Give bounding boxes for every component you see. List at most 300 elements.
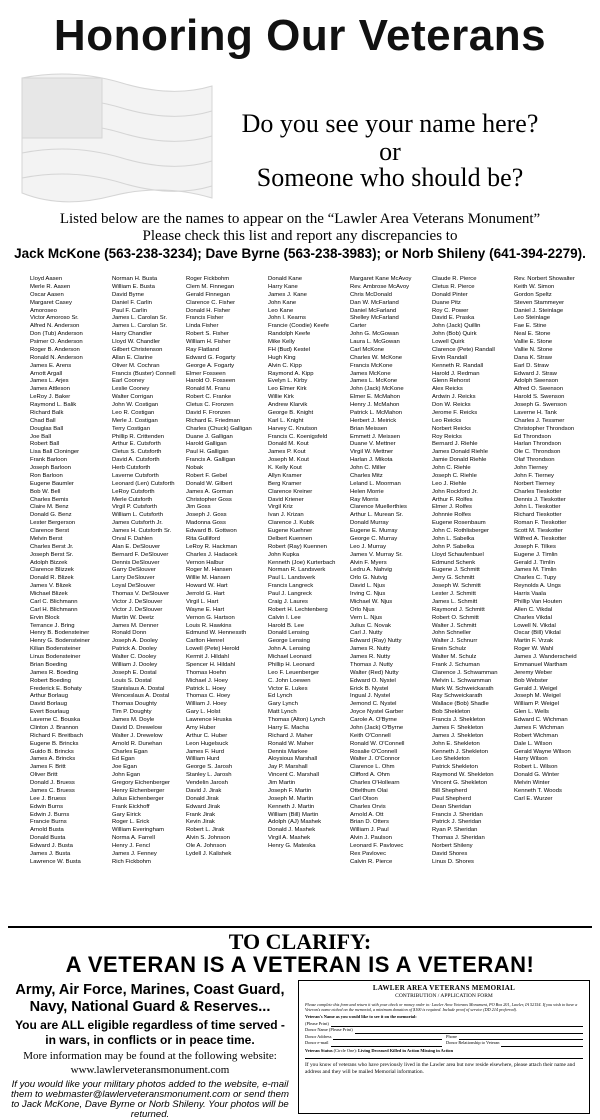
veteran-name: Herb Cutsforth (112, 465, 151, 471)
veteran-name: Harry Kane (268, 283, 298, 290)
names-column (514, 276, 590, 916)
veteran-name: Claude R. Pierce (432, 276, 477, 282)
veteran-name: Harlan Throndson (514, 441, 562, 448)
veteran-name: Aloysious Marshall (268, 756, 318, 763)
veteran-name: John F. Tierney (514, 472, 554, 479)
veteran-name: Keith O'Connell (350, 732, 391, 739)
veteran-name: Rex Pavlovec (350, 850, 387, 857)
veteran-name: Edward C. Wichman (514, 717, 568, 723)
veteran-name: Wallace (Bob) Shadle (432, 701, 489, 708)
veteran-name: Herbert J. Meirick (350, 417, 397, 424)
veteran-name: Arnold A. Ott (350, 811, 384, 818)
veteran-name: Kenneth T. Woods (514, 787, 562, 794)
veteran-name: Patrick L. Hoey (186, 685, 226, 692)
veteran-name: James R. Boeding (30, 669, 79, 676)
veteran-name: Donald Kane (268, 276, 303, 282)
veteran-name: Bernard F. DeSlouver (112, 551, 169, 558)
veteran-name: Merle J. Costigan (112, 417, 158, 424)
contact-list: Jack McKone (563-238-3234); Dave Byrne (563-238-3983); or Norb Shileny (641-394-2279). (14, 246, 586, 261)
veteran-name: Ervin Block (30, 614, 60, 621)
veteran-name: Jerome F. Reicks (432, 409, 478, 416)
veteran-name: Michael Blizek (30, 591, 68, 597)
veteran-name: Norman R. Landsverk (268, 567, 326, 574)
veteran-name: John Kane (268, 299, 297, 306)
veteran-name: James V. Blizek (30, 583, 72, 590)
veteran-name: Raymond W. Shekleton (432, 772, 494, 779)
veteran-name: Charles O'Hollearn (350, 780, 400, 786)
veteran-name: Norman H. Busta (112, 276, 158, 282)
veteran-name: Eugene J. Timlin (514, 551, 558, 558)
veteran-name: Jamie Donald Riehle (432, 457, 487, 464)
veteran-name: Virgil Kriz (268, 504, 293, 511)
veteran-name: Paul Shepherd (432, 795, 471, 802)
veteran-name: Roman F. Tieskotter (514, 520, 567, 527)
veteran-name: Jemond C. Nystel (350, 701, 397, 708)
veteran-name: Julius C. Novak (350, 622, 391, 629)
veteran-name: Laverne Cutsforth (112, 472, 159, 479)
veteran-name: Raymond L. Balik (30, 402, 77, 408)
veteran-name: Alvin F. Myers (350, 559, 387, 566)
veteran-name: Douglas Ball (30, 425, 64, 432)
veteran-name: Elmer J. Rolfes (432, 504, 472, 511)
veteran-name: Kenneth R. Randall (432, 362, 484, 369)
veteran-name: Edmund W. Hennessth (186, 630, 247, 637)
veteran-name: Oliver M. Cochran (112, 362, 160, 369)
veteran-name: Loyal DeSlouver (112, 583, 156, 590)
veteran-name: James A. Gorman (186, 488, 234, 495)
veteran-name: David A. Cutsforth (112, 457, 160, 464)
veteran-name: Lloyd W. Chandler (112, 339, 161, 345)
veteran-name: Roger Fickbohm (186, 276, 230, 282)
veteran-name: Edward Jirak (186, 803, 221, 810)
veteran-name: Ingual J. Nystel (350, 693, 391, 700)
veteran-name: Ronald N. Anderson (30, 354, 83, 361)
veteran-name: Charles Orvis (350, 803, 386, 810)
veteran-name: Donald G. Benz (30, 512, 72, 519)
veteran-name: John (Jack) McKone (350, 386, 404, 393)
veteran-name: Donald Murray (350, 520, 389, 527)
veteran-name: Francis Fisher (186, 315, 224, 322)
veteran-name: Clarence Kreiner (268, 488, 313, 495)
veteran-name: Charles C. Tupy (514, 575, 557, 582)
veteran-name: Ole A. Johnson (186, 843, 226, 849)
veteran-name: Edmund Schenk (432, 559, 476, 566)
veteran-name: John P. Sabelka (432, 543, 475, 550)
veteran-name: Richard Balk (30, 409, 64, 416)
veteran-name: C. John Loewen (268, 677, 311, 684)
veteran-name: Joseph A. Dooley (112, 638, 158, 645)
veteran-name: John Egan (112, 772, 141, 779)
veteran-name: Lowell (Pete) Herold (186, 646, 240, 653)
veteran-status-row[interactable]: Veteran Status (Circle One): Living Deceased Killed in Action Missing in Action (305, 1047, 454, 1053)
veteran-name: Matt Lynch (268, 709, 297, 716)
form-divider (305, 1058, 583, 1075)
veteran-name: Wenceslaus A. Dostal (112, 693, 170, 700)
veteran-name: Walter (Red) Nutty (350, 669, 399, 676)
veteran-name: Ronald W. Maher (268, 740, 314, 747)
veteran-name: Norbert Tierney (514, 480, 555, 487)
veteran-name: Norbert Reicks (432, 425, 471, 432)
veteran-name: Thomas Hoehn (186, 669, 227, 676)
veteran-names-list (30, 276, 590, 916)
donor-email-field[interactable]: Donor e-mail (305, 1040, 442, 1047)
veteran-name: Clem M. Finnegan (186, 283, 235, 290)
veteran-name: John C. Rothlisberger (432, 528, 489, 534)
veteran-name: Oscar (Bill) Vikdal (514, 630, 561, 637)
veteran-name: Clarence L. Ohm (350, 764, 395, 771)
veteran-name: Arnott Argall (30, 370, 63, 377)
veteran-name: Michael Leonard (268, 654, 312, 660)
veteran-name: Leonard (Len) Cutsforth (112, 480, 175, 487)
veteran-name: Charles J. Hadacek (186, 551, 238, 558)
veteran-name: Clarence Berst (30, 528, 69, 534)
veteran-name: James J. Shekleton (432, 732, 484, 739)
veteran-name: Robert S. Fisher (186, 331, 229, 338)
veteran-name: David D. Drewelow (112, 724, 163, 731)
veteran-name: Ed Throndson (514, 433, 551, 440)
veteran-name: Bob W. Bell (30, 488, 61, 495)
veteran-name: Nobak (186, 465, 204, 471)
veteran-name: Edward G. Fogarty (186, 354, 236, 361)
veteran-name: Reynolds A. Ungs (514, 583, 561, 590)
veteran-name: Daniel F. Carlin (112, 299, 152, 306)
veteran-name: Carl H. Blichmann (30, 606, 78, 613)
veteran-name: Evert Bourlaug (30, 709, 69, 716)
veteran-name: Donald J. Bruess (30, 780, 75, 786)
veteran-name: Laverne H. Tank (514, 409, 557, 416)
veteran-name: Donald Busta (30, 835, 66, 842)
veteran-name: Vincent C. Marshall (268, 772, 319, 779)
veteran-name: Linda Fisher (186, 323, 219, 330)
veteran-name: Evelyn L. Kirby (268, 378, 308, 385)
veteran-name: Lloyd Schaufenbuel (432, 551, 484, 558)
veteran-name: Edward O. Nystel (350, 677, 396, 684)
veteran-name: Brian D. Otters (350, 819, 389, 826)
veteran-name: Leo Steinlage (514, 315, 551, 322)
veteran-name: Henry J. McMahon (350, 402, 400, 408)
veteran-name: Charles Tieskotter (514, 488, 562, 495)
names-column (186, 276, 268, 916)
veteran-name: Clarence Muellerthies (350, 504, 407, 511)
veteran-name: Dana K. Straw (514, 354, 552, 361)
veteran-name: James M. Denner (112, 622, 159, 629)
veteran-name: Alex Reicks (432, 386, 463, 393)
veteran-name: Dennis DeSlouver (112, 559, 160, 566)
veteran-name: Martin F. Vrzak (514, 638, 554, 645)
veteran-name: Vallie E. Stone (514, 339, 553, 345)
veteran-name: James F. Wichman (514, 724, 564, 731)
veteran-name: Jim Martin (268, 780, 296, 786)
form-instructions: Please complete this form and return it with your check or money order to: Lawler Area Veterans Monument, PO Box 201, Lawler, IA 52154. If you wish to have a Veteran's name etched on the memorial, a minimum donation of $100 is required. Include proof of service (DD 214 preferred). (305, 1002, 578, 1012)
veteran-name: Joseph E. Dostal (112, 669, 157, 676)
veteran-name: Howard W. Hart (186, 583, 228, 590)
veteran-name: Arthur F. Rolfes (432, 496, 473, 503)
veteran-name: FH (Bud) Kestel (268, 346, 310, 353)
veteran-name: Ole C. Throndson (514, 449, 561, 456)
veteran-name: Phillip H. Leonard (268, 661, 315, 668)
veteran-name: Joseph C. Riehle (432, 472, 477, 479)
veteran-name: Joseph J. Goss (186, 512, 227, 519)
veteran-name: James L. Arjes (30, 378, 69, 385)
veteran-name: James Cutsforth Jr. (112, 520, 163, 527)
veteran-name: Joe Ball (30, 433, 51, 440)
veteran-name: Gregory Eichenberger (112, 780, 170, 786)
veteran-name: Francie Burns (30, 819, 67, 826)
form-note: If you know of veterans who have previously lived in the Lawler area but now reside elsewhere, please attach their name and address and they will be mailed Memorial information. (305, 1062, 576, 1075)
page-title: Honoring Our Veterans (53, 11, 547, 60)
veteran-name: Carl Olson (350, 795, 378, 802)
veteran-name: Dan W. McFarland (350, 299, 399, 306)
donor-email-row (305, 1040, 583, 1047)
veteran-name: Paul H. Galligan (186, 449, 229, 456)
veteran-name: Henry Eichenberger (112, 787, 165, 794)
veteran-name: Andrew Klarvik (268, 402, 308, 408)
veteran-name: Victor E. Lukes (268, 685, 308, 692)
veteran-name: Walter C. Dooley (112, 654, 157, 660)
veteran-name: LeRoy Cutsforth (112, 488, 155, 495)
veteran-name: Virgil A. Mashek (268, 835, 311, 842)
veteran-name: Glen L. Wells (514, 709, 549, 716)
veteran-name: Carole A. O'Byrne (350, 717, 397, 723)
contribution-form (298, 980, 590, 1114)
veteran-name: Ottelthum Olai (350, 787, 388, 794)
veteran-name: James M. Doyle (112, 717, 155, 723)
veteran-name: Clarence J. Schwamman (432, 669, 498, 676)
veteran-name: James E. Arens (30, 362, 72, 369)
veteran-name: Eugene J. Schmitt (432, 567, 480, 574)
veteran-name: Alvin J. Paulson (350, 835, 392, 842)
veteran-name: Cletus C. Fronzen (186, 402, 234, 408)
clarify-heading: TO CLARIFY: (228, 929, 372, 954)
veteran-name: Calvin I. Lee (268, 614, 301, 621)
veteran-name: Virgil L. Hart (186, 598, 219, 605)
veteran-name: Psimer O. Anderson (30, 339, 83, 345)
veteran-name: Ed Egan (112, 756, 135, 763)
phone-field[interactable]: Phone (446, 1034, 583, 1041)
veteran-name: James V. Murray Sr. (350, 551, 403, 558)
veteran-name: Robert L. Jirak (186, 827, 225, 834)
veteran-name: Joseph Barloon (30, 465, 71, 471)
veteran-name: Christopher Goss (186, 496, 232, 503)
veteran-name: Francis Langreck (268, 583, 314, 590)
veteran-name: Roger W. Wahl (514, 646, 554, 653)
website-link[interactable]: www.lawlerveteransmonument.com (70, 1064, 230, 1076)
veteran-name: Harold O. Fosseen (186, 378, 236, 385)
veteran-name: Bob Shekleton (432, 709, 471, 716)
veteran-name: Donald W. Gilbert (186, 480, 233, 487)
veteran-name: Phillip Van Houten (514, 598, 563, 605)
veteran-name-field[interactable]: (Please Print) (305, 1021, 583, 1028)
veteran-name: Steven Stammeyer (514, 299, 565, 306)
veteran-name: Chad Ball (30, 417, 56, 424)
veteran-name: James F. Shekleton (432, 724, 484, 731)
veteran-name: Donald Lensing (268, 630, 309, 637)
veteran-name: Raymond J. Schmitt (432, 606, 485, 613)
veteran-name: Wilfred A. Tieskotter (514, 535, 567, 542)
veteran-name: Ryan P. Sheridan (432, 827, 478, 834)
veteran-name: William P. Weigel (514, 701, 559, 708)
veteran-name: Francis A. Galligan (186, 457, 236, 464)
veteran-name: Donald M. Kout (268, 441, 309, 448)
relationship-field[interactable]: Donor Relationship to Veteran (446, 1040, 583, 1047)
veteran-name: Carl C. Blichmann (30, 598, 78, 605)
veteran-name: Joyce Nystel Garber (350, 709, 404, 716)
veteran-name: Donald H. Fisher (186, 307, 231, 314)
veteran-name: Harry Wilson (514, 756, 548, 763)
veteran-name: Clarence J. Kubik (268, 520, 315, 527)
veteran-name: William H. Fisher (186, 339, 231, 345)
veteran-name: Daniel McFarland (350, 307, 397, 314)
veteran-name: Kevin Jirak (186, 819, 215, 826)
veteran-name: Irving C. Njus (350, 591, 386, 597)
veteran-name: Eugene Baumler (30, 480, 74, 487)
veteran-name: Alvin C. Kipp (268, 362, 302, 369)
veteran-name: John Rockford Jr. (432, 488, 478, 495)
veteran-name: Lowell N. Vikdal (514, 622, 556, 629)
veteran-name: Ray Morris (350, 496, 379, 503)
veteran-name: Jerry G. Schmitt (432, 575, 475, 582)
veteran-name: Kilian Bodensteiner (30, 646, 81, 653)
veteran-name: Jim Goss (186, 504, 211, 511)
veteran-name: Francis J. Sheridan (432, 811, 483, 818)
veteran-name: David J. Jirak (186, 787, 222, 794)
veteran-name: David Borlaug (30, 701, 68, 708)
veteran-name: James J. Kane (268, 291, 307, 298)
veteran-name: Michael W. Njus (350, 598, 393, 605)
veteran-name: Patrick L. McMahon (350, 409, 403, 416)
veteran-name: Ledru A. Nahvig (350, 567, 392, 574)
veteran-name: Robert Boeding (30, 677, 71, 684)
veteran-name: Melvin Winter (514, 780, 550, 786)
veteran-name: Roy Reicks (432, 433, 462, 440)
veteran-name: Oscar Aasen (30, 291, 64, 298)
veteran-name: Leo Shekleton (432, 756, 470, 763)
veteran-name: Kenneth J. Martin (268, 803, 315, 810)
veteran-name: Leo Elmer Kirk (268, 386, 307, 393)
veteran-name: Ardwin J. Reicks (432, 394, 476, 401)
veteran-name: John (Bob) Quirk (432, 331, 477, 338)
veteran-name: Leo J. Riehle (432, 480, 467, 487)
veteran-name: Eugene B. Brincks (30, 740, 79, 747)
veteran-name: Don (Tub) Anderson (30, 331, 83, 338)
veteran-name: Robert L. Wilson (514, 764, 558, 771)
veteran-name: Orlo Njus (350, 606, 375, 613)
veteran-name: Paul L. Landsverk (268, 575, 316, 582)
veteran-name: Alan E. DeSlouver (112, 543, 161, 550)
veteran-name: Orval F. Dahlen (112, 535, 153, 542)
veteran-name: Carlton Henrel (186, 638, 224, 645)
veteran-name: Ron Barloon (30, 472, 63, 479)
veteran-name: John Kupka (268, 551, 300, 558)
veteran-name: Joseph W. Schmitt (432, 583, 481, 590)
veteran-name: David F. Fronzen (186, 409, 231, 416)
veteran-name: Harvey C. Knutson (268, 425, 318, 432)
veteran-name-label: Veteran's Name as you would like to see it on the memorial: (305, 1014, 417, 1019)
veteran-name: Arnold Busta (30, 827, 64, 834)
question-line-1: Do you see your name here? (241, 109, 539, 138)
veteran-name: Phillip R. Crittenden (112, 433, 165, 440)
veteran-name: Linus Bodensteiner (30, 654, 81, 660)
veteran-name: Olaf Throndson (514, 457, 555, 464)
veteran-name: Claire M. Benz (30, 504, 69, 511)
veteran-name: Mark W. Schweickarath (432, 685, 494, 692)
veteran-name: James F. Hurd (186, 748, 224, 755)
veteran-name: Edward J. Busta (30, 843, 73, 849)
names-column (112, 276, 186, 916)
veteran-name: John L. Tieskotter (514, 504, 561, 511)
veteran-name: Stanley L. Jarosh (186, 772, 232, 779)
veteran-name: Allan E. Clarine (112, 354, 153, 361)
veteran-name: Arnold R. Dunehan (112, 740, 163, 747)
veteran-name: Leo F. Leuenberger (268, 669, 320, 676)
veteran-name: Merle R. Aasen (30, 283, 71, 290)
veteran-name: Gerald Wayne Wilson (514, 748, 571, 755)
veteran-name: Rita Gulliford (186, 535, 221, 542)
veteran-name: Kenneth (Joe) Kurterbach (268, 559, 336, 566)
veteran-name: Francis J. Shekleton (432, 717, 486, 723)
donor-name-field[interactable]: Donor Name (Please Print) (305, 1027, 583, 1034)
veteran-name: Francis C. Koenigsfeld (268, 433, 328, 440)
veteran-name: Melvin L. Schwamman (432, 677, 492, 684)
veteran-name: James P. Kout (268, 449, 306, 456)
veteran-name: Thomas V. DeSlouver (112, 591, 170, 597)
veteran-name: Leonard F. Pavlovec (350, 843, 404, 849)
veteran-name: William L. Cutsforth (112, 512, 164, 519)
veteran-name: Leo Kane (268, 307, 294, 314)
veteran-name: William (Bill) Martin (268, 811, 319, 818)
veteran-name: LeRoy R. Hackman (186, 543, 238, 550)
veteran-name: James H. Cutsforth Sr. (112, 528, 172, 534)
veteran-name: Adolph (AJ) Mashek (268, 819, 322, 826)
veteran-name: Henry G. Mateska (268, 843, 316, 849)
veteran-name: Allen C. Vikdal (514, 606, 553, 613)
veteran-name: Rich Fickbohm (112, 858, 151, 865)
veteran-name: Cletus R. Pierce (432, 283, 475, 290)
veteran-name: David Byrne (112, 291, 145, 298)
veteran-name: Leslie Cooney (112, 386, 150, 393)
donor-address-field[interactable]: Donor Address (305, 1034, 442, 1041)
veteran-name: Martin W. Deetz (112, 614, 154, 621)
veteran-name: George Lensing (268, 638, 310, 645)
veteran-name: Gary L. Holst (186, 709, 221, 716)
veteran-name: Raymond A. Kipp (268, 370, 314, 377)
veteran-name: Helen Morrie (350, 488, 384, 495)
photos-note: If you would like your military photos added to the website, e-mail them to webmaster@lawlerveteransmonument.com or send them to Jack McKone, Dave Byrne or Norb Shileny. Your photos will be returned. (11, 1079, 289, 1120)
veteran-name: Clarence Blizzek (30, 567, 74, 574)
veteran-name: Lester J. Schmitt (432, 591, 476, 597)
veteran-name: Edward J. Straw (514, 370, 557, 377)
veteran-name: Margaret Kane McAvoy (350, 276, 412, 282)
veteran-name: Harlan J. Mikota (350, 457, 393, 464)
veteran-name: Rev. Norbert Showalter (514, 276, 575, 282)
veteran-name: Jay P. Marshall (268, 764, 308, 771)
veteran-name: Virgil P. Cutsforth (112, 504, 157, 511)
veteran-name: James McKone (350, 370, 391, 377)
veteran-name: Earl D. Straw (514, 362, 549, 369)
veteran-name: Margaret Casey (30, 299, 72, 306)
veteran-name: Craig J. Laures (268, 598, 308, 605)
veteran-name: Eugene E. Murray (350, 528, 398, 534)
service-branches: Army, Air Force, Marines, Coast Guard, Navy, National Guard & Reserves... (15, 982, 285, 1015)
veteran-name: Vernon G. Hartson (186, 614, 235, 621)
veteran-name: Linus D. Shores (432, 858, 474, 865)
veteran-name: Thomas C. Hoey (186, 693, 231, 700)
veteran-name: Michael J. Hoey (186, 677, 228, 684)
veteran-name: Patrick J. Sheridan (432, 819, 482, 826)
veteran-name: Charles (Chuck) Galligan (186, 425, 252, 432)
veteran-name: Calvin R. Pierce (350, 858, 393, 865)
veteran-name: Joseph Berst Sr. (30, 551, 74, 558)
